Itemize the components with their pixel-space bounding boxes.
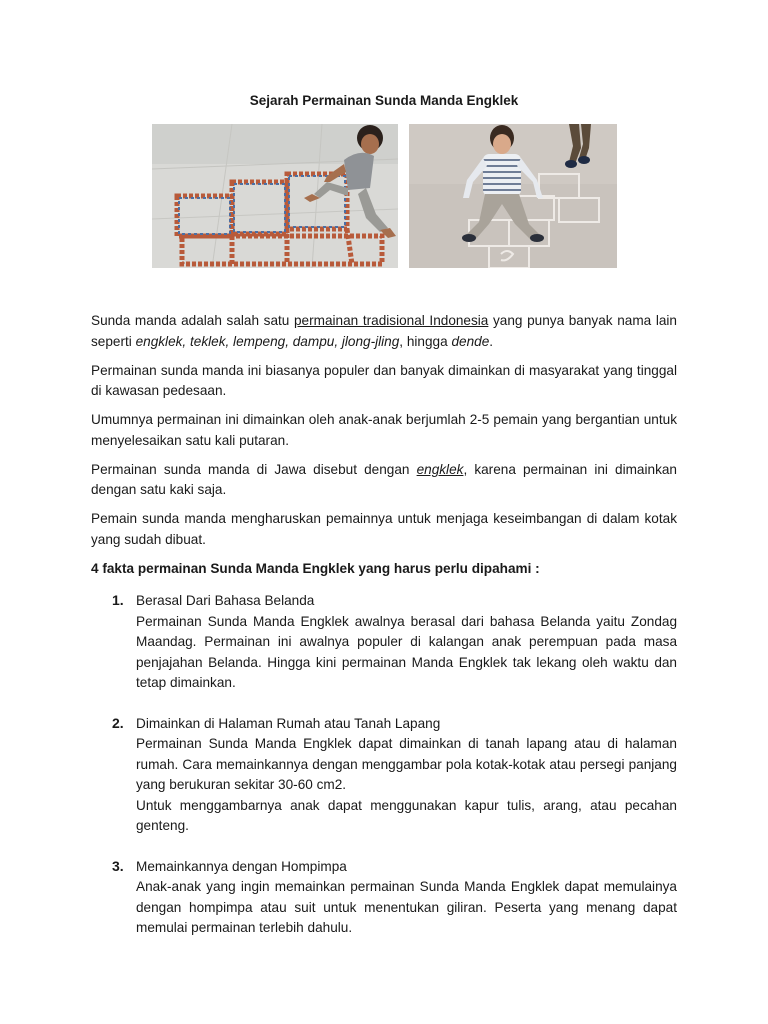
fact-body: Anak-anak yang ingin memainkan permainan Sunda Manda Engklek dapat memulainya dengan hompimpa atau suit untuk menentukan giliran. Peserta yang menang dapat memulai permainan terlebih dahulu. [136,879,677,935]
fact-item-3 [91,857,677,939]
article-body [91,311,677,939]
facts-heading: 4 fakta permainan Sunda Manda Engklek yang harus perlu dipahami : [91,560,540,576]
fact-number: 1. [112,592,124,608]
text-run: Permainan sunda manda di Jawa disebut dengan [91,461,417,477]
fact-title: Memainkannya dengan Hompimpa [136,858,347,874]
intro-paragraph-2: Permainan sunda manda ini biasanya populer dan banyak dimainkan di masyarakat yang tinggal di kawasan pedesaan. [91,362,677,398]
text-run: , hingga [399,333,452,349]
fact-number: 2. [112,714,124,731]
text-run: . [489,333,494,349]
fact-item-2 [91,714,677,837]
fact-body: Permainan Sunda Manda Engklek dapat dimainkan di tanah lapang atau di halaman rumah. Cara memainkannya dengan menggambar pola kotak-kotak atau persegi panjang yang berukuran sekitar 30-60 cm2. [136,736,677,792]
engklek-link[interactable]: engklek [416,461,464,477]
fact-item-1 [91,591,677,694]
text-run: yang punya banyak nama lain seperti [91,313,677,349]
text-run: , karena permainan ini dimainkan dengan satu kaki saja. [91,461,677,497]
fact-title: Dimainkan di Halaman Rumah atau Tanah Lapang [136,715,441,731]
fact-body-extra: Untuk menggambarnya anak dapat menggunakan kapur tulis, arang, atau pecahan genteng. [136,797,677,833]
photo-cards-hopscotch [152,124,398,268]
intro-paragraph-3: Umumnya permainan ini dimainkan oleh anak-anak berjumlah 2-5 pemain yang bergantian untuk menyelesaikan satu kali putaran. [91,412,677,448]
intro-paragraph-5: Pemain sunda manda mengharuskan pemainnya untuk menjaga keseimbangan di dalam kotak yang sudah dibuat. [91,511,677,547]
game-names: engklek, teklek, lempeng, dampu, jlong-jling [135,333,400,349]
fact-title: Berasal Dari Bahasa Belanda [136,593,315,608]
game-name-dende: dende [451,333,490,349]
fact-number: 3. [112,857,124,874]
text-run: Sunda manda adalah salah satu [91,313,294,328]
photo-chalk-hopscotch [409,124,617,268]
intro-paragraph-4 [91,460,677,501]
intro-paragraph-1 [91,311,677,352]
document-title: Sejarah Permainan Sunda Manda Engklek [249,93,519,108]
fact-body: Permainan Sunda Manda Engklek awalnya berasal dari bahasa Belanda yaitu Zondag Maandag. Permainan ini awalnya populer di kalangan anak perempuan pada masa penjajahan Belanda. Hingga kini permainan Manda Engklek tak lekang oleh waktu dan tetap dimainkan. [136,613,677,690]
traditional-games-link[interactable]: permainan tradisional Indonesia [293,313,489,328]
